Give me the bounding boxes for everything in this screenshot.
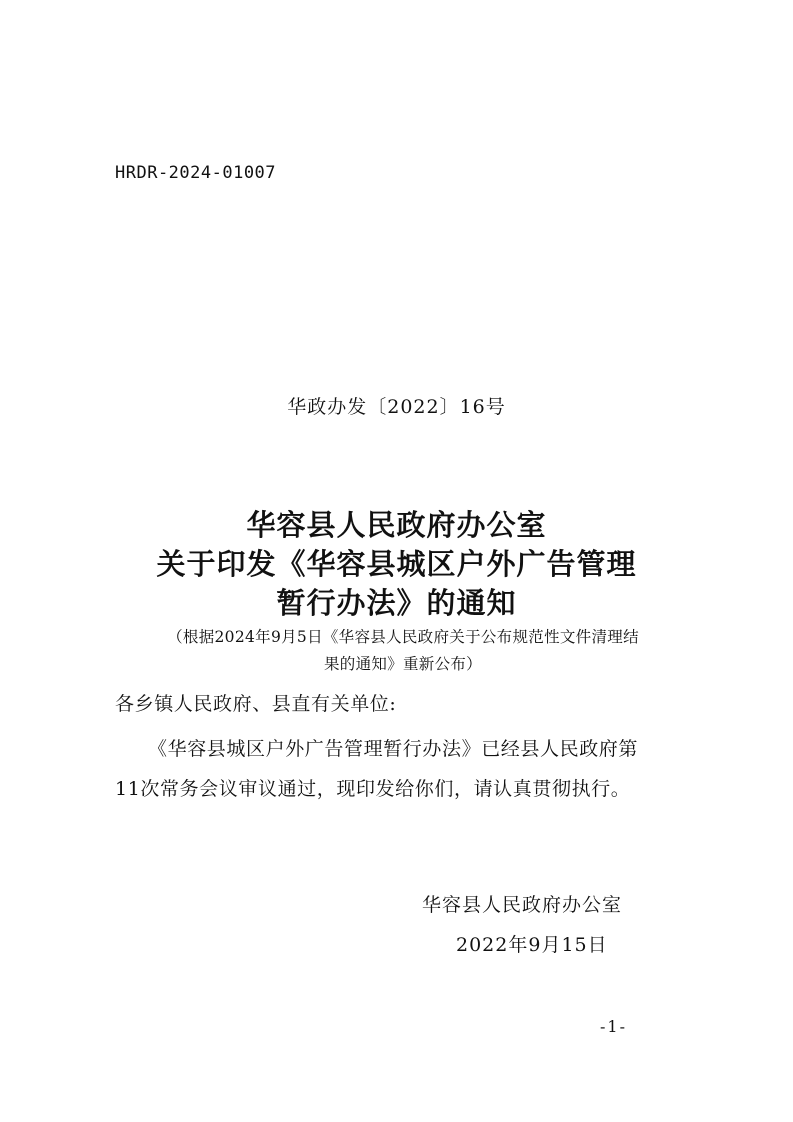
title-line-1: 华容县人民政府办公室 [246,508,547,542]
republish-note-line-2: 果的通知》重新公布） [323,655,482,673]
body-line-1: 《华容县城区户外广告管理暂行办法》已经县人民政府第 [148,738,639,760]
document-number: 华政办发〔2022〕16号 [287,396,506,418]
title-line-3: 暂行办法》的通知 [276,586,517,620]
addressee: 各乡镇人民政府、县直有关单位: [115,693,397,715]
title-line-2: 关于印发《华容县城区户外广告管理 [156,547,637,581]
body-line-2: 11次常务会议审议通过，现印发给你们，请认真贯彻执行。 [115,778,631,800]
issue-date: 2022年9月15日 [456,934,608,956]
document-code: HRDR-2024-01007 [115,163,277,183]
page-number: -1- [600,1017,627,1036]
republish-note-line-1: （根据2024年9月5日《华容县人民政府关于公布规范性文件清理结 [167,628,639,646]
issuer-signature: 华容县人民政府办公室 [422,894,623,916]
